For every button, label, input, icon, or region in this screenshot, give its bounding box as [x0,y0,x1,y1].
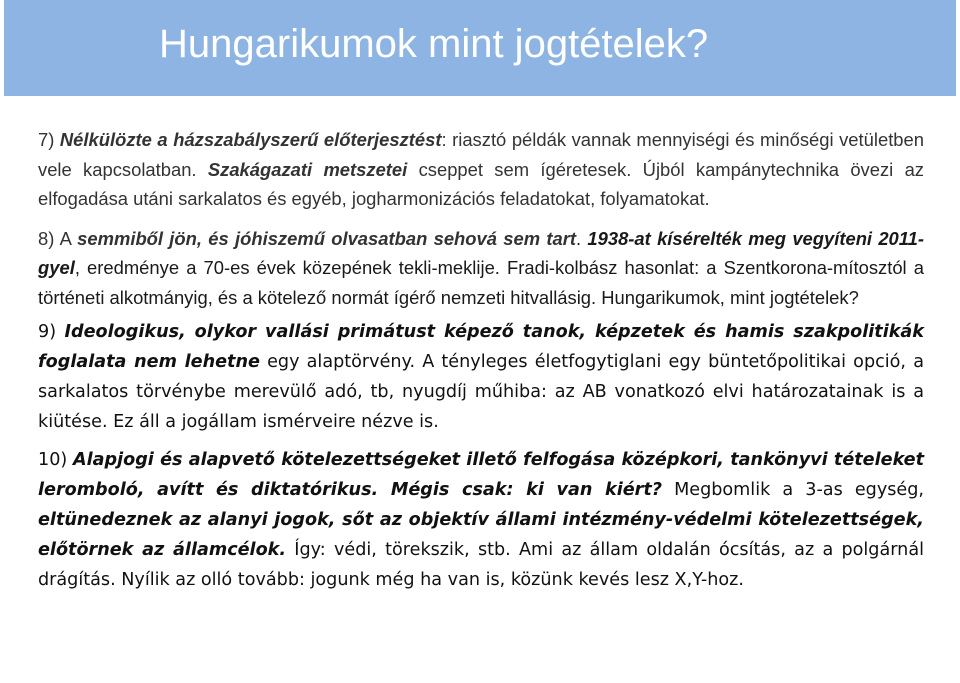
p7-emphasis-1: Nélkülözte a házszabályszerű előterjesztést [59,129,442,150]
p7-text-1: : riasztó példák vannak mennyiségi és minőségi vetületben vele kapcsolatban. [38,129,924,180]
paragraph-10 [38,445,924,595]
paragraph-8 [38,224,924,313]
p7-emphasis-2: Szakágazati metszetei [207,158,408,180]
p8-text-1: . [575,227,588,249]
p10-text-2: Így: védi, törekszik, stb. Ami az állam oldalán ócsítás, az a polgárnál drágítás. Nyílik az olló tovább: jogunk még ha van is, közünk kevés lesz X,Y-hoz. [38,540,924,590]
p8-number: 8) A [38,227,78,249]
paragraph-9 [38,317,924,437]
p8-text-2: , eredménye a 70-es évek közepének tekli-meklije. Fradi-kolbász hasonlat: a Szentkorona-mítosztól a történeti alkotmányig, és a kötelező normát ígérő nemzeti hitvallásig. Hungarikumok, mint jogtételek? [38,257,924,308]
p8-emphasis-2: 1938-at kísérelték meg vegyíteni 2011-gyel [38,227,924,278]
p8-emphasis-1: semmiből jön, és jóhiszemű olvasatban sehová sem tart [77,227,576,249]
p7-number: 7) [38,129,60,150]
p9-text: egy alaptörvény. A tényleges életfogytiglani egy büntetőpolitikai opció, a sarkalatos törvénybe merevülő adó, tb, nyugdíj műhiba: az AB vonatkozó elvi határozatainak is a kiütése. Ez áll a jogállam ismérveire nézve is. [38,352,924,432]
p10-emphasis-2: eltünedeznek az alanyi jogok, sőt az objektív állami intézmény-védelmi kötelezettségek, előtörnek az államcélok. [38,510,924,560]
p10-number: 10) [38,450,73,470]
title-bar [4,0,956,96]
slide-title: Hungarikumok mint jogtételek? [159,22,709,66]
p7-text-2: cseppet sem ígéretesek. Újból kampánytechnika övezi az elfogadása utáni sarkalatos és egyéb, jogharmonizációs feladatokat, folyamatokat. [38,158,924,209]
p9-emphasis: Ideologikus, olykor vallási primátust képező tanok, képzetek és hamis szakpolitikák foglalata nem lehetne [38,322,924,372]
p10-emphasis-1: Alapjogi és alapvető kötelezettségeket illető felfogása középkori, tankönyvi tételeket leromboló, avítt és diktatórikus. Mégis csak: ki van kiért? [38,450,924,500]
p9-number: 9) [38,322,65,342]
p10-text-1: Megbomlik a 3-as egység, [661,480,924,500]
paragraph-7 [38,125,924,214]
slide-body [38,125,924,595]
